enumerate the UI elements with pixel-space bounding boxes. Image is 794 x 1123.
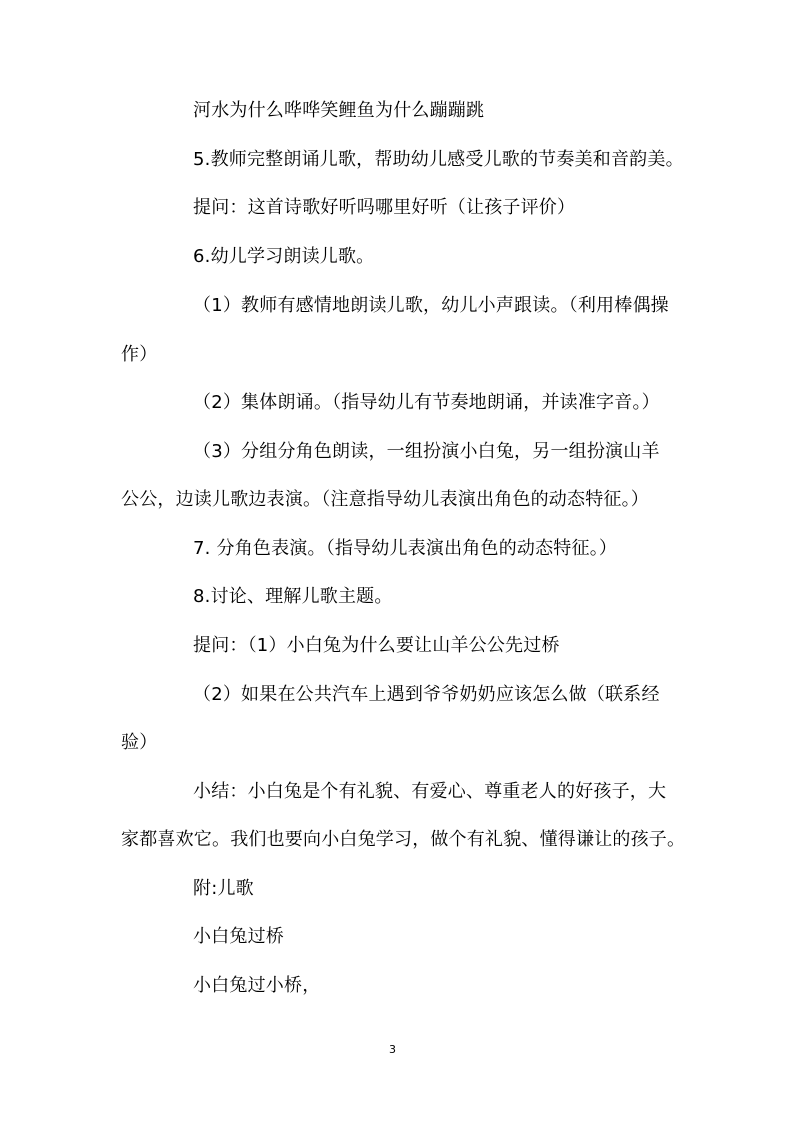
sub-step-3-text: （3）分组分角色朗读，一组扮演小白兔，另一组扮演山羊 — [193, 441, 660, 462]
summary-continued: 家都喜欢它。我们也要向小白兔学习，做个有礼貌、懂得谦让的孩子。 — [121, 829, 686, 850]
poem-title: 小白兔过桥 — [193, 926, 284, 947]
sub-step-1-continued: 作） — [121, 344, 158, 365]
sub-step-3-continued: 公公，边读儿歌边表演。（注意指导幼儿表演出角色的动态特征。） — [121, 489, 649, 510]
question-2-text: （2）如果在公共汽车上遇到爷爷奶奶应该怎么做（联系经 — [193, 684, 660, 705]
text-line-river: 河水为什么哗哗笑鲤鱼为什么蹦蹦跳 — [193, 100, 485, 121]
question-2-continued: 验） — [121, 732, 158, 753]
step-5-text: 5.教师完整朗诵儿歌，帮助幼儿感受儿歌的节奏美和音韵美。 — [193, 149, 684, 170]
appendix-label: 附:儿歌 — [193, 878, 254, 899]
step-8-text: 8.讨论、理解儿歌主题。 — [193, 586, 393, 607]
poem-line-1: 小白兔过小桥， — [193, 975, 321, 996]
step-7-text: 7. 分角色表演。（指导幼儿表演出角色的动态特征。） — [193, 538, 618, 559]
sub-step-1-text: （1）教师有感情地朗读儿歌，幼儿小声跟读。（利用棒偶操 — [193, 295, 669, 316]
page-number: 3 — [389, 1043, 396, 1056]
summary-text: 小结：小白兔是个有礼貌、有爱心、尊重老人的好孩子，大 — [193, 781, 667, 802]
question-1-text: 提问：（1）小白兔为什么要让山羊公公先过桥 — [193, 635, 560, 656]
step-6-text: 6.幼儿学习朗读儿歌。 — [193, 246, 375, 267]
question-text: 提问：这首诗歌好听吗哪里好听（让孩子评价） — [193, 197, 576, 218]
sub-step-2-text: （2）集体朗诵。（指导幼儿有节奏地朗诵，并读准字音。） — [193, 392, 660, 413]
